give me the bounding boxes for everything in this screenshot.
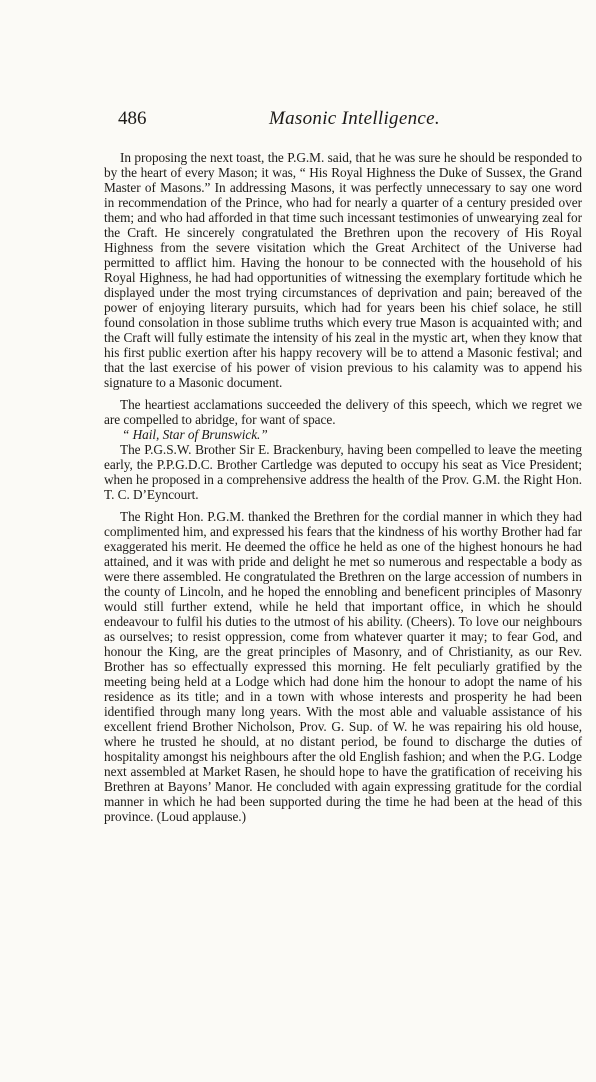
paragraph-song: “ Hail, Star of Brunswick.” — [122, 427, 268, 442]
running-title: Masonic Intelligence. — [269, 108, 440, 129]
paragraph-vice-president: The P.G.S.W. Brother Sir E. Brackenbury, having been compelled to leave the meeting early, the P.P.G.D.C. Brother Cartledge was deputed to occupy his seat as Vice President; when he proposed in a comprehensive address the health of the Prov. G.M. the Right Hon. T. C. D’Eyncourt. — [104, 442, 582, 502]
paragraph-acclamations: The heartiest acclamations succeeded the delivery of this speech, which we regret we are compelled to abridge, for want of space. — [104, 397, 582, 427]
page-header — [118, 108, 582, 134]
paragraph-toast-speech: In proposing the next toast, the P.G.M. said, that he was sure he should be responded to by the heart of every Mason; it was, “ His Royal Highness the Duke of Sussex, the Grand Master of Masons.” In addressing Masons, it was perfectly unnecessary to say one word in recommendation of the Prince, who had for nearly a quarter of a century presided over them; and who had afforded in that time such incessant testimonies of unwearying zeal for the Craft. He sincerely congratulated the Brethren upon the recovery of His Royal Highness from the severe visitation which the Great Architect of the Universe had permitted to afflict him. Having the honour to be connected with the household of his Royal Highness, he had had opportunities of witnessing the exemplary fortitude which he displayed under the most trying circumstances of deprivation and pain; bereaved of the power of enjoying literary pursuits, which had for years been his chief solace, he still found consolation in those sublime truths which every true Mason is acquainted with; and the Craft will fully estimate the intensity of his zeal in the mystic art, when they know that his first public exertion after his happy recovery will be to attend a Masonic festival; and that the last exercise of his power of vision previous to his calamity was to append his signature to a Masonic document. — [104, 150, 582, 390]
page-number: 486 — [118, 108, 147, 129]
article-body — [104, 150, 582, 824]
paragraph-pgm-reply: The Right Hon. P.G.M. thanked the Brethren for the cordial manner in which they had complimented him, and expressed his fears that the kindness of his worthy Brother had far exaggerated his merit. He deemed the office he held as one of the highest honours he had attained, and it was with pride and delight he met so numerous and respectable a body as were there assembled. He congratulated the Brethren on the large accession of numbers in the county of Lincoln, and he hoped the ennobling and beneficent principles of Masonry would still further extend, while he held that important office, in which he should endeavour to fulfil his duties to the utmost of his ability. (Cheers). To love our neighbours as ourselves; to resist oppression, come from whatever quarter it may; to fear God, and honour the King, are the great principles of Masonry, and of Christianity, as our Rev. Brother has so effectually expressed this morning. He felt peculiarly gratified by the meeting being held at a Lodge which had done him the honour to adopt the name of his residence as its title; and in a town with whose interests and prosperity he had been identified through many long years. With the most able and valuable assistance of his excellent friend Brother Nicholson, Prov. G. Sup. of W. he was repairing his old house, where he trusted he should, at no distant period, be found to discharge the duties of hospitality amongst his neighbours after the old English fashion; and when the P.G. Lodge next assembled at Market Rasen, he should hope to have the gratification of receiving his Brethren at Bayons’ Manor. He concluded with again expressing gratitude for the cordial manner in which he had been supported during the time he had been at the head of this province. (Loud applause.) — [104, 509, 582, 824]
